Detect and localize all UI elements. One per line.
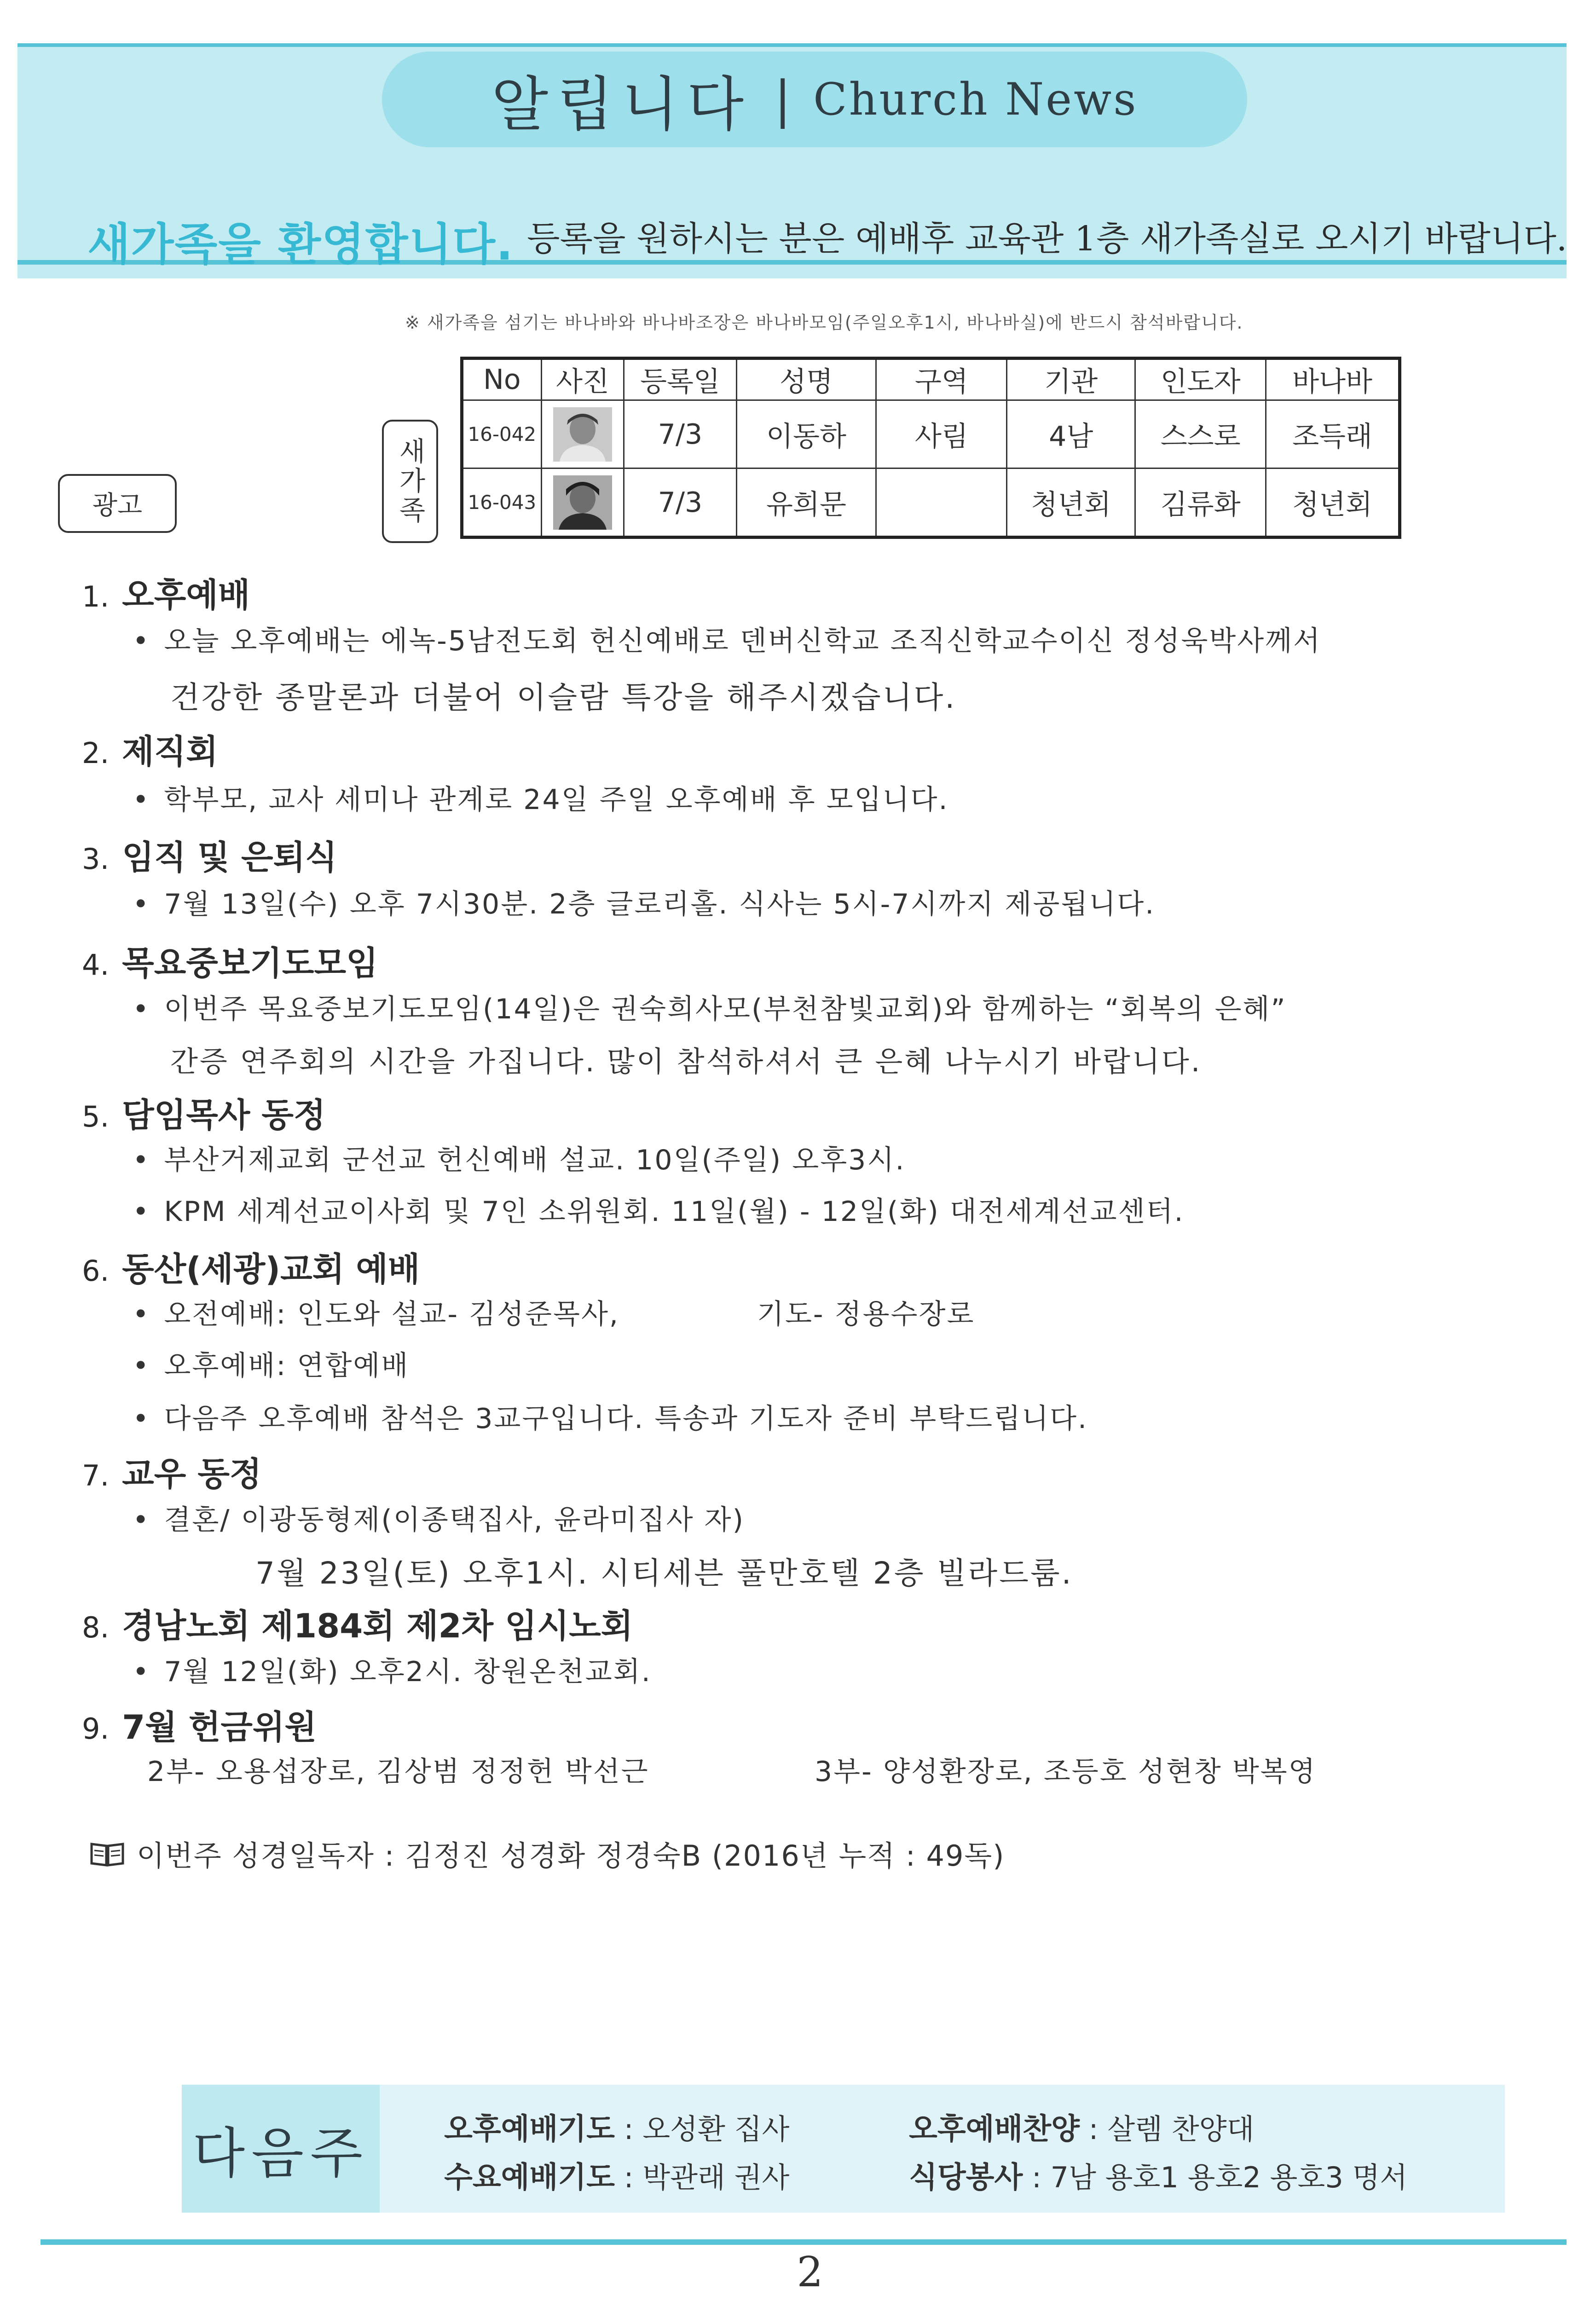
table-header: 구역 <box>876 358 1007 400</box>
bullet-text: 오늘 오후예배는 에녹-5남전도회 헌신예배로 덴버신학교 조직신학교수이신 정성욱박사께서 <box>164 625 1322 657</box>
section-number: 1. <box>82 580 110 613</box>
role-person: 오성환 집사 <box>642 2112 790 2146</box>
role-person: 7남 용호1 용호2 용호3 명서 <box>1050 2161 1408 2194</box>
section-heading <box>82 1088 326 1136</box>
cell-guide: 김류화 <box>1135 468 1266 538</box>
section-title: 오후예배 <box>122 576 250 614</box>
person-photo-icon <box>553 475 612 530</box>
table-header: 기관 <box>1007 358 1135 400</box>
bible-readers-text: 이번주 성경일독자 : 김정진 성경화 정경숙B (2016년 누적 : 49독) <box>137 1839 1005 1873</box>
continuation-text: 간증 연주회의 시간을 가집니다. 많이 참석하셔서 큰 은혜 나누시기 바랍니다. <box>170 1045 1202 1078</box>
new-family-table <box>460 357 1401 539</box>
cell-photo <box>541 400 624 468</box>
continuation-text: 건강한 종말론과 더불어 이슬람 특강을 해주시겠습니다. <box>170 680 957 715</box>
section-heading <box>82 831 337 879</box>
cell-guide: 스스로 <box>1135 400 1266 468</box>
section-title: 경남노회 제184회 제2차 임시노회 <box>122 1607 633 1645</box>
continuation-text: 7월 23일(토) 오후1시. 시티세븐 풀만호텔 2층 빌라드룸. <box>255 1555 1073 1591</box>
section-number: 4. <box>82 948 110 982</box>
book-icon <box>90 1840 125 1867</box>
cell-barnabas: 청년회 <box>1266 468 1400 538</box>
bullet-text: 결혼/ 이광동형제(이종택집사, 윤라미집사 자) <box>164 1504 745 1536</box>
cell-district <box>876 468 1007 538</box>
title-english: Church News <box>813 74 1138 125</box>
cell-photo <box>541 468 624 538</box>
bullet-item: • KPM 세계선교이사회 및 7인 소위원회. 11일(월) - 12일(화) 대전세계선교센터. <box>133 1196 1185 1228</box>
cell-name: 유희문 <box>736 468 876 538</box>
welcome-title: 새가족을 환영합니다. <box>87 219 514 270</box>
section-heading <box>82 1447 261 1495</box>
section-title: 교우 동정 <box>122 1455 262 1493</box>
section-number: 8. <box>82 1611 110 1644</box>
section-heading <box>82 568 250 616</box>
section-heading <box>82 937 378 984</box>
bible-readers <box>90 1833 1005 1874</box>
cell-name: 이동하 <box>736 400 876 468</box>
prayer-text: 기도- 정용수장로 <box>757 1298 975 1330</box>
next-week-label: 다음주 <box>182 2085 380 2213</box>
bullet-item: • 다음주 오후예배 참석은 3교구입니다. 특송과 기도자 준비 부탁드립니다. <box>133 1403 1088 1435</box>
section-title: 동산(세광)교회 예배 <box>122 1250 420 1289</box>
cell-district: 사림 <box>876 400 1007 468</box>
new-family-tag-label: 새가족 <box>394 437 426 526</box>
section-heading <box>82 725 218 773</box>
page-title <box>382 52 1247 147</box>
title-korean: 알립니다 <box>491 70 752 139</box>
section-number: 6. <box>82 1254 110 1288</box>
section-title: 임직 및 은퇴식 <box>122 838 337 877</box>
offering-committee-2: 2부- 오용섭장로, 김상범 정정헌 박선근 <box>147 1756 649 1788</box>
new-family-tag <box>382 420 438 543</box>
cell-org: 청년회 <box>1007 468 1135 538</box>
section-number: 3. <box>82 842 110 876</box>
bullet-item: • 오늘 오후예배는 에녹-5남전도회 헌신예배로 덴버신학교 조직신학교수이신 정성욱박사께서 <box>133 625 1322 657</box>
section-title: 제직회 <box>122 732 218 771</box>
next-week-item: 수요예배기도 : 박관래 권사 <box>444 2161 790 2195</box>
section-title: 담임목사 동정 <box>122 1096 326 1134</box>
bullet-text: 학부모, 교사 세미나 관계로 24일 주일 오후예배 후 모입니다. <box>164 784 949 816</box>
cell-barnabas: 조득래 <box>1266 400 1400 468</box>
member-photo <box>553 475 612 530</box>
bullet-text: 오전예배: 인도와 설교- 김성준목사, <box>164 1298 619 1330</box>
ad-label: 광고 <box>58 474 177 533</box>
footer-rule <box>40 2239 1567 2245</box>
section-number: 7. <box>82 1459 110 1492</box>
table-header: 등록일 <box>624 358 736 400</box>
table-row <box>462 468 1400 538</box>
title-separator: | <box>774 70 792 129</box>
bullet-item: • 오후예배: 연합예배 <box>133 1350 410 1382</box>
next-week-item: 오후예배찬양 : 살렘 찬양대 <box>909 2112 1255 2146</box>
cell-no: 16-043 <box>462 468 542 538</box>
table-header: 성명 <box>736 358 876 400</box>
cell-date: 7/3 <box>624 400 736 468</box>
bullet-item: • 부산거제교회 군선교 헌신예배 설교. 10일(주일) 오후3시. <box>133 1144 906 1176</box>
bullet-item: • 오전예배: 인도와 설교- 김성준목사, <box>133 1298 619 1330</box>
member-photo <box>553 407 612 462</box>
bullet-text: 부산거제교회 군선교 헌신예배 설교. 10일(주일) 오후3시. <box>164 1144 906 1176</box>
section-title: 목요중보기도모임 <box>122 944 378 983</box>
offering-committee-3: 3부- 양성환장로, 조등호 성현창 박복영 <box>815 1756 1317 1788</box>
table-row <box>462 400 1400 468</box>
bullet-text: 다음주 오후예배 참석은 3교구입니다. 특송과 기도자 준비 부탁드립니다. <box>164 1403 1088 1435</box>
section-heading <box>82 1599 633 1647</box>
person-photo-icon <box>553 407 612 462</box>
bullet-text: 7월 13일(수) 오후 7시30분. 2층 글로리홀. 식사는 5시-7시까지 제공됩니다. <box>164 888 1156 920</box>
page-number: 2 <box>797 2248 823 2296</box>
bullet-item: • 결혼/ 이광동형제(이종택집사, 윤라미집사 자) <box>133 1504 745 1536</box>
role-label: 식당봉사 <box>909 2161 1023 2195</box>
role-label: 수요예배기도 <box>444 2161 615 2195</box>
cell-org: 4남 <box>1007 400 1135 468</box>
bullet-item: • 학부모, 교사 세미나 관계로 24일 주일 오후예배 후 모입니다. <box>133 784 949 816</box>
role-person: 박관래 권사 <box>642 2161 790 2194</box>
header-top-rule <box>17 43 1567 47</box>
table-header: 바나바 <box>1266 358 1400 400</box>
section-number: 2. <box>82 736 110 770</box>
table-header-row <box>462 358 1400 400</box>
section-heading <box>82 1243 420 1290</box>
welcome-text: 등록을 원하시는 분은 예배후 교육관 1층 새가족실로 오시기 바랍니다. <box>527 219 1567 259</box>
bullet-item: • 7월 13일(수) 오후 7시30분. 2층 글로리홀. 식사는 5시-7시까지 제공됩니다. <box>133 888 1156 920</box>
table-header: No <box>462 358 542 400</box>
role-label: 오후예배찬양 <box>909 2112 1080 2146</box>
bullet-item: • 이번주 목요중보기도모임(14일)은 권숙희사모(부천참빛교회)와 함께하는 “회복의 은혜” <box>133 993 1287 1025</box>
bullet-item: • 7월 12일(화) 오후2시. 창원온천교회. <box>133 1656 652 1688</box>
role-label: 오후예배기도 <box>444 2112 615 2146</box>
table-header: 인도자 <box>1135 358 1266 400</box>
section-number: 9. <box>82 1712 110 1746</box>
bullet-text: KPM 세계선교이사회 및 7인 소위원회. 11일(월) - 12일(화) 대전세계선교센터. <box>164 1196 1185 1228</box>
next-week-item: 식당봉사 : 7남 용호1 용호2 용호3 명서 <box>909 2161 1408 2195</box>
cell-date: 7/3 <box>624 468 736 538</box>
bullet-text: 오후예배: 연합예배 <box>164 1350 410 1382</box>
table-header: 사진 <box>541 358 624 400</box>
bullet-text: 이번주 목요중보기도모임(14일)은 권숙희사모(부천참빛교회)와 함께하는 “회복의 은혜” <box>164 993 1287 1025</box>
next-week-item: 오후예배기도 : 오성환 집사 <box>444 2112 790 2146</box>
role-person: 살렘 찬양대 <box>1107 2112 1255 2146</box>
barnabas-note: ※ 새가족을 섬기는 바나바와 바나바조장은 바나바모임(주일오후1시, 바나바실)에 반드시 참석바랍니다. <box>405 312 1243 333</box>
section-title: 7월 헌금위원 <box>122 1708 317 1746</box>
section-heading <box>82 1700 317 1748</box>
bullet-text: 7월 12일(화) 오후2시. 창원온천교회. <box>164 1656 652 1688</box>
section-number: 5. <box>82 1100 110 1133</box>
cell-no: 16-042 <box>462 400 542 468</box>
